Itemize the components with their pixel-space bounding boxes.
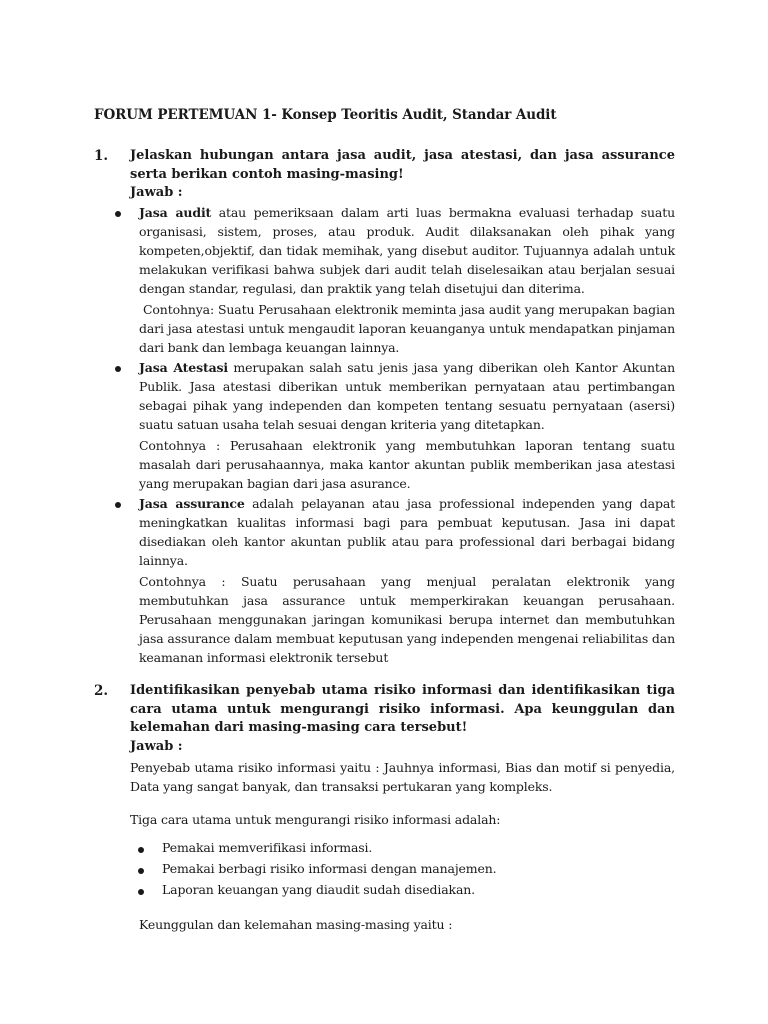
bullet-icon bbox=[138, 889, 144, 895]
q1-example-atestasi: Contohnya : Perusahaan elektronik yang membutuhkan laporan tentang suatu masalah dari perusahaannya, maka kantor akuntan publik memberikan jasa atestasi yang merupakan bagian dari jasa asurance. bbox=[139, 438, 675, 491]
term-label: Jasa assurance bbox=[139, 496, 245, 511]
q2-cause-text: Penyebab utama risiko informasi yaitu : Jauhnya informasi, Bias dan motif si penyedia, Data yang sangat banyak, dan transaksi pertukaran yang kompleks. bbox=[130, 760, 675, 794]
question-1-answer-label: Jawab : bbox=[130, 185, 183, 200]
term-label: Jasa Atestasi bbox=[139, 360, 229, 375]
q1-bullet-atestasi bbox=[139, 358, 675, 434]
q2-way-item: Laporan keuangan yang diaudit sudah disediakan. bbox=[162, 882, 475, 897]
bullet-icon bbox=[138, 868, 144, 874]
document-title: FORUM PERTEMUAN 1- Konsep Teoritis Audit, Standar Audit bbox=[94, 107, 557, 123]
bullet-icon bbox=[115, 366, 121, 372]
q1-example-assurance: Contohnya : Suatu perusahaan yang menjual peralatan elektronik yang membutuhkan jasa assurance untuk memperkirakan keuangan perusahaan. Perusahaan menggunakan jaringan komunikasi berupa internet dan membutuhkan jasa assurance dalam membuat keputusan yang independen mengenai reliabilitas dan keamanan informasi elektronik tersebut bbox=[139, 574, 675, 665]
q2-pros-cons-intro: Keunggulan dan kelemahan masing-masing yaitu : bbox=[139, 917, 453, 932]
q2-way-item: Pemakai memverifikasi informasi. bbox=[162, 840, 373, 855]
bullet-icon bbox=[115, 502, 121, 508]
definition-text: merupakan salah satu jenis jasa yang diberikan oleh Kantor Akuntan Publik. Jasa atestasi diberikan untuk memberikan pernyataan atau pertimbangan sebagai pihak yang independen dan kompeten tentang sesuatu pernyataan (asersi) suatu satuan usaha telah sesuai dengan kriteria yang ditetapkan. bbox=[139, 360, 675, 432]
bullet-icon bbox=[115, 211, 121, 217]
q2-ways-intro: Tiga cara utama untuk mengurangi risiko informasi adalah: bbox=[130, 812, 501, 827]
question-1-number: 1. bbox=[94, 148, 109, 164]
question-1-text: Jelaskan hubungan antara jasa audit, jasa atestasi, dan jasa assurance serta berikan contoh masing-masing! bbox=[130, 148, 675, 182]
question-2-text: Identifikasikan penyebab utama risiko informasi dan identifikasikan tiga cara utama untuk mengurangi risiko informasi. Apa keunggulan dan kelemahan dari masing-masing cara tersebut! bbox=[130, 683, 675, 735]
q1-bullet-audit bbox=[139, 203, 675, 298]
bullet-icon bbox=[138, 847, 144, 853]
term-label: Jasa audit bbox=[139, 205, 212, 220]
definition-text: atau pemeriksaan dalam arti luas bermakna evaluasi terhadap suatu organisasi, sistem, proses, atau produk. Audit dilaksanakan oleh pihak yang kompeten,objektif, dan tidak memihak, yang disebut auditor. Tujuannya adalah untuk melakukan verifikasi bahwa subjek dari audit telah diselesaikan atau berjalan sesuai dengan standar, regulasi, dan praktik yang telah disetujui dan diterima. bbox=[139, 205, 675, 296]
q1-example-audit: Contohnya: Suatu Perusahaan elektronik meminta jasa audit yang merupakan bagian dari jasa atestasi untuk mengaudit laporan keuanganya untuk mendapatkan pinjaman dari bank dan lembaga keuangan lainnya. bbox=[139, 302, 675, 355]
question-2-answer-label: Jawab : bbox=[130, 739, 183, 754]
q2-way-item: Pemakai berbagi risiko informasi dengan manajemen. bbox=[162, 861, 497, 876]
q1-bullet-assurance bbox=[139, 494, 675, 570]
question-2-number: 2. bbox=[94, 683, 109, 699]
definition-text: adalah pelayanan atau jasa professional independen yang dapat meningkatkan kualitas informasi bagi para pembuat keputusan. Jasa ini dapat disediakan oleh kantor akuntan publik atau para professional dari berbagai bidang lainnya. bbox=[139, 496, 675, 568]
